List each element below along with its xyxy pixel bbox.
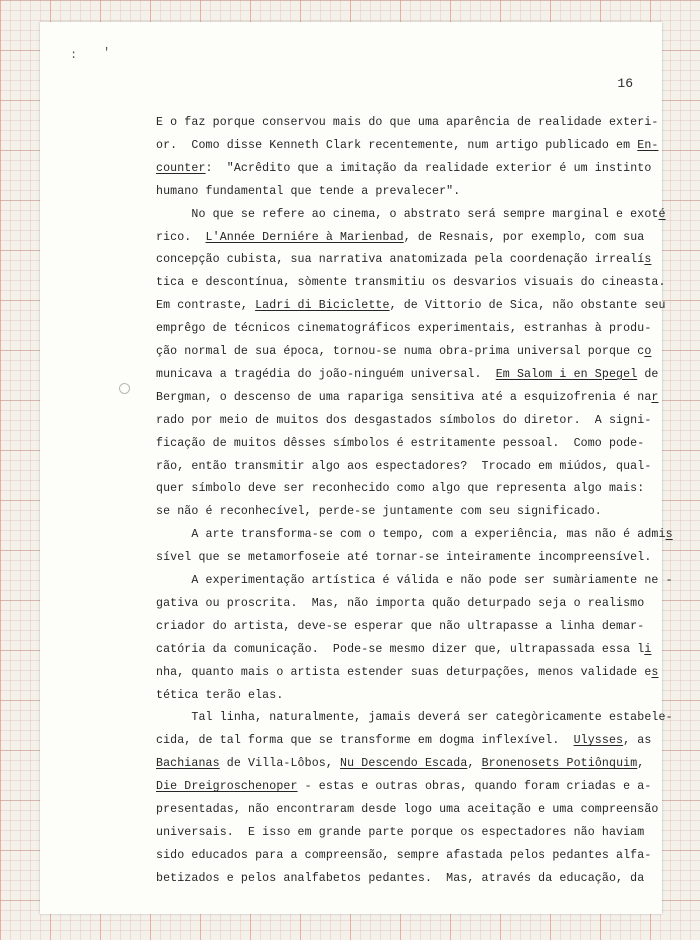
- underlined-text: o: [644, 345, 652, 358]
- underlined-text: Ladri di Biciclette: [255, 299, 390, 313]
- text-segment: concepção cubista, sua narrativa anatomizada pela coordenação irrealí: [156, 253, 645, 267]
- underlined-text: En-: [637, 138, 659, 152]
- text-segment: ,: [467, 757, 482, 771]
- text-segment: , de Resnais, por exemplo, com sua: [403, 230, 645, 244]
- underlined-text: s: [651, 665, 659, 679]
- text-segment: rão, então transmitir algo aos espectadores? Trocado em miúdos, qual-: [156, 459, 652, 473]
- text-segment: A experimentação artística é válida e não pode ser sumàriamente ne -: [156, 574, 673, 587]
- text-line: [156, 528, 673, 541]
- text-segment: tética terão elas.: [156, 688, 284, 702]
- text-line: [156, 139, 659, 152]
- text-segment: cida, de tal forma que se transforme em dogma inflexível.: [156, 734, 574, 748]
- text-segment: - estas e outras obras, quando foram criadas e a-: [297, 780, 652, 794]
- text-segment: ficação de muitos dêsses símbolos é estritamente pessoal. Como pode-: [156, 436, 645, 450]
- text-line: [156, 689, 283, 702]
- text-line: [156, 276, 666, 289]
- margin-mark: ': [103, 46, 111, 60]
- margin-mark: :: [70, 48, 78, 62]
- text-segment: , as: [623, 734, 652, 748]
- text-segment: de Villa-Lôbos,: [219, 757, 341, 771]
- text-segment: or. Como disse Kenneth Clark recentemente, num artigo publicado em: [156, 138, 638, 152]
- underlined-text: i: [644, 642, 652, 656]
- text-line: [156, 872, 644, 885]
- text-line: [156, 345, 651, 358]
- text-segment: criador do artista, deve-se esperar que não ultrapasse a linha demar-: [156, 619, 645, 633]
- text-segment: : "Acrêdito que a imitação da realidade exterior é um instinto: [205, 161, 652, 175]
- text-line: [156, 849, 651, 862]
- underlined-text: s: [644, 253, 652, 267]
- text-segment: betizados e pelos analfabetos pedantes. Mas, através da educação, da: [156, 871, 645, 885]
- text-line: [156, 322, 651, 335]
- text-line: [156, 597, 644, 610]
- text-segment: tica e descontínua, sòmente transmitiu os desvarios visuais do cineasta.: [156, 276, 666, 290]
- page-number: 16: [617, 76, 633, 91]
- document-page: [40, 22, 673, 914]
- text-line: [156, 460, 651, 473]
- text-segment: rado por meio de muitos dos desgastados símbolos do diretor. A signi-: [156, 413, 652, 427]
- text-segment: sível que se metamorfoseie até tornar-se inteiramente incompreensível.: [156, 551, 652, 565]
- text-segment: Em contraste,: [156, 299, 256, 313]
- underlined-text: Em Salom i en Spegel: [495, 367, 638, 381]
- text-segment: sido educados para a compreensão, sempre afastada pelos pedantes alfa-: [156, 848, 652, 862]
- text-segment: , de Vittorio de Sica, não obstante seu: [389, 299, 666, 313]
- text-segment: quer símbolo deve ser reconhecido como algo que representa algo mais:: [156, 482, 645, 496]
- text-segment: gativa ou proscrita. Mas, não importa quão deturpado seja o realismo: [156, 596, 645, 610]
- text-segment: E o faz porque conservou mais do que uma aparência de realidade exteri-: [156, 116, 659, 129]
- punch-hole-mark: [119, 383, 130, 394]
- text-line: [156, 437, 644, 450]
- underlined-text: Bachianas: [156, 757, 220, 771]
- text-segment: emprêgo de técnicos cinematográficos experimentais, estranhas à produ-: [156, 322, 652, 336]
- text-segment: se não é reconhecível, perde-se juntamente com seu significado.: [156, 505, 602, 519]
- text-line: [156, 780, 651, 793]
- text-line: [156, 162, 651, 175]
- text-segment: Bergman, o descenso de uma rapariga sensitiva até a esquizofrenia é na: [156, 390, 652, 404]
- text-line: [156, 185, 460, 198]
- underlined-text: Die Dreigroschenoper: [156, 780, 298, 794]
- text-segment: presentadas, não encontraram desde logo uma aceitação e uma compreensão: [156, 803, 659, 816]
- text-segment: nha, quanto mais o artista estender suas deturpações, menos validade e: [156, 665, 652, 679]
- text-segment: rico.: [156, 230, 206, 244]
- text-line: [156, 711, 673, 724]
- text-line: [156, 505, 602, 518]
- text-segment: universais. E isso em grande parte porque os espectadores não haviam: [156, 825, 645, 839]
- text-segment: ção normal de sua época, tornou-se numa obra-prima universal porque c: [156, 345, 645, 358]
- text-segment: Tal linha, naturalmente, jamais deverá ser categòricamente estabele-: [156, 711, 673, 725]
- text-line: [156, 208, 666, 221]
- text-line: [156, 551, 651, 564]
- text-line: [156, 803, 659, 816]
- text-line: [156, 391, 659, 404]
- underlined-text: Nu Descendo Escada: [340, 757, 468, 771]
- text-segment: municava a tragédia do joão-ninguém universal.: [156, 367, 496, 381]
- text-segment: ,: [637, 757, 645, 771]
- text-line: [156, 368, 659, 381]
- text-line: [156, 757, 644, 770]
- underlined-text: r: [651, 390, 659, 404]
- text-line: [156, 620, 644, 633]
- text-line: [156, 734, 651, 747]
- text-segment: catória da comunicação. Pode-se mesmo dizer que, ultrapassada essa l: [156, 642, 645, 656]
- underlined-text: L'Année Derniére à Marienbad: [205, 230, 404, 244]
- underlined-text: Bronenosets Potiônquim: [481, 757, 638, 771]
- text-line: [156, 666, 659, 679]
- text-line: [156, 826, 644, 839]
- underlined-text: s: [665, 528, 673, 542]
- text-line: [156, 643, 651, 656]
- text-line: [156, 116, 659, 129]
- text-line: [156, 231, 644, 244]
- text-segment: humano fundamental que tende a prevalecer".: [156, 184, 461, 198]
- text-line: [156, 253, 651, 266]
- underlined-text: Ulysses: [573, 734, 624, 748]
- text-line: [156, 414, 651, 427]
- text-line: [156, 482, 644, 495]
- text-line: [156, 574, 673, 587]
- text-line: [156, 299, 666, 312]
- underlined-text: é: [658, 207, 666, 221]
- text-segment: de: [637, 367, 659, 381]
- text-segment: A arte transforma-se com o tempo, com a experiência, mas não é admi: [156, 528, 666, 542]
- underlined-text: counter: [156, 161, 206, 175]
- text-segment: No que se refere ao cinema, o abstrato será sempre marginal e exot: [156, 207, 659, 221]
